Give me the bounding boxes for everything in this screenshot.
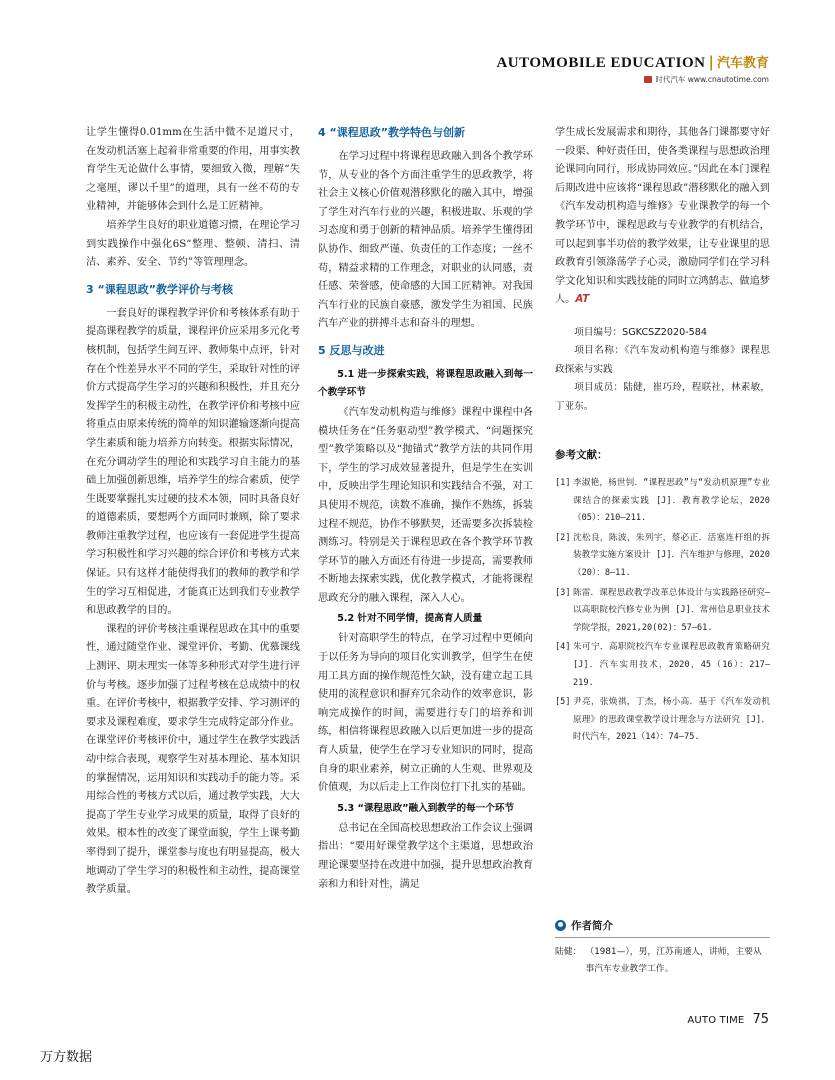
- paragraph: 针对高职学生的特点，在学习过程中更倾向于以任务为导向的项目化实训教学，但学生在使用工具方面的操作规范性欠缺，没有建立起工具使用的流程意识和摒弃冗余动作的效率意识，影响完成操作的时间，需要进行专门的培养和训练，相信将课程思政融入以后更加进一步的提高育人质量，使学生在学习专业知识的同时，提高自身的职业素养，树立正确的人生观、世界观及价值观，为以后走上工作岗位打下扎实的基础。: [318, 633, 533, 794]
- brand-english: AUTOMOBILE EDUCATION: [496, 55, 706, 71]
- project-members: 项目成员：陆健，崔巧玲，程联社，林素敏，丁亚东。: [555, 382, 770, 412]
- reference-index: [5]: [555, 697, 571, 708]
- paragraph: [555, 124, 770, 310]
- reference-text: 沈松良，陈波，朱列宇，蔡必正．活塞连杆组的拆装教学实施方案设计 [J]．汽车维护与修理，2020（20）：8–11.: [573, 532, 770, 578]
- author-name: 陆健：: [555, 947, 582, 957]
- time-auto-logo-icon: [644, 76, 652, 83]
- reference-item: [555, 530, 770, 583]
- reference-item: [555, 639, 770, 692]
- section-heading-5: 5 反思与改进: [318, 343, 385, 357]
- column-2: [318, 124, 533, 894]
- brand-chinese: 汽车教育: [716, 56, 769, 71]
- reference-index: [2]: [555, 532, 571, 543]
- reference-text: 尹亮，张焕祺，丁杰，杨小高．基于《汽车发动机原理》的思政课堂教学设计理念与方法研究 [J]．时代汽车，2021（14）：74–75.: [573, 697, 770, 743]
- references-list: [555, 475, 770, 747]
- column-3: [555, 124, 770, 749]
- subsection-heading-5-2: 5.2 针对不同学情，提高育人质量: [337, 613, 483, 625]
- author-description: （1981—），男，江苏南通人，讲师，主要从事汽车专业教学工作。: [585, 947, 762, 974]
- paragraph: 培养学生良好的职业道德习惯，在理论学习到实践操作中强化6S“整理、整顿、清扫、清洁、素养、安全、节约”等管理理念。: [86, 219, 300, 269]
- page-footer: [687, 1008, 769, 1027]
- author-bio: [555, 918, 770, 978]
- watermark: 万方数据: [40, 1050, 93, 1065]
- paragraph: 让学生懂得0.01mm在生活中微不足道尺寸，在发动机活塞上起着非常重要的作用，用事实教育学生无论做什么事情，要细致入微，理解“失之毫厘，谬以千里”的道理，具有一丝不苟的专业精神，并能够体会到什么是工匠精神。: [86, 127, 300, 213]
- author-bio-body: [555, 944, 770, 978]
- page-number: 75: [752, 1012, 769, 1027]
- subsection-heading-5-3: 5.3 “课程思政”融入到教学的每一个环节: [337, 802, 515, 814]
- reference-text: 朱可宁．高职院校汽车专业课程思政教育策略研究 [J]．汽车实用技术，2020，45（16）：217–219.: [573, 642, 770, 688]
- reference-index: [3]: [555, 587, 571, 598]
- project-name: 项目名称：《汽车发动机构造与维修》课程思政探索与实践: [555, 345, 770, 375]
- paragraph: 总书记在全国高校思想政治工作会议上强调指出：“要用好课堂教学这个主渠道，思想政治理论课要坚持在改进中加强，提升思想政治教育亲和力和针对性，满足: [318, 822, 533, 890]
- journal-name: AUTO TIME: [687, 1015, 745, 1026]
- page-header: [496, 52, 769, 85]
- author-bio-heading: 作者简介: [571, 920, 613, 932]
- reference-index: [1]: [555, 478, 571, 489]
- section-heading-3: 3 “课程思政”教学评价与考核: [86, 282, 233, 296]
- paragraph: 课程的评价考核注重课程思政在其中的重要性，通过随堂作业、课堂评价、考勤、优慕课线上测评、期末理实一体等多种形式对学生进行评价与考核。逐步加强了过程考核在总成绩中的权重。在评价考核中，根据教学安排、学习测评的要求及课程难度，要求学生完成特定部分作业。在课堂评价考核评价中，通过学生在教学实践活动中综合表现，观察学生对基本理论、基本知识的掌握情况，运用知识和实践动手的能力等。采用综合性的考核方式以后，通过教学实践，大大提高了学生专业学习成果的质量，取得了良好的效果。根本性的改变了课堂面貌，学生上课考勤率得到了提升，课堂参与度也有明显提高，极大地调动了学生学习的积极性和主动性，提高课堂教学质量。: [86, 623, 300, 896]
- project-info: [555, 324, 770, 417]
- reference-index: [4]: [555, 642, 571, 653]
- author-bio-title: [555, 918, 770, 933]
- section-heading-4: 4 “课程思政”教学特色与创新: [318, 126, 465, 139]
- brand-separator: |: [708, 53, 714, 71]
- end-mark-icon: AT: [575, 294, 590, 306]
- project-number: 项目编号：SGKCSZ2020-584: [574, 326, 707, 338]
- brand-subline-text: 时代汽车 www.cnautotime.com: [655, 75, 769, 84]
- divider: [555, 937, 770, 938]
- paragraph: 在学习过程中将课程思政融入到各个教学环节，从专业的各个方面注重学生的思政教学，将社会主义核心价值观潜移默化的融入其中，增强了学生对汽车行业的兴趣，积极进取、乐观的学习态度和勇于创新的精神品质。培养学生懂得团队协作、细致严谨、负责任的工作态度；一丝不苟，精益求精的工作理念，对职业的认同感，责任感、荣誉感，使命感的大国工匠精神。对我国汽车行业的民族自豪感，激发学生为祖国、民族汽车产业的拼搏斗志和奋斗的理想。: [318, 151, 533, 330]
- references-title: 参考文献：: [555, 449, 608, 462]
- brand-line: [496, 52, 769, 72]
- subsection-heading-5-1: 5.1 进一步探索实践，将课程思政融入到每一个教学环节: [318, 368, 533, 398]
- reference-text: 陈雷．课程思政教学改革总体设计与实践路径研究—以高职院校汽修专业为例 [J]．常州信息职业技术学院学报，2021,20(02)：57–61.: [573, 587, 770, 633]
- reference-item: [555, 585, 770, 638]
- reference-item: [555, 694, 770, 747]
- bullet-circle-icon: [555, 920, 566, 931]
- brand-subline: [496, 74, 769, 85]
- paragraph: 《汽车发动机构造与维修》课程中课程中各模块任务在“任务驱动型”教学模式、“问题探究型”教学策略以及“抛锚式”教学方法的共同作用下，学生的学习成效显著提升，但是学生在实训中，反映出学生理论知识和实践结合不强，对工具使用不规范，读数不准确，操作不熟练，拆装过程不规范，协作不够默契，还需要多次拆装检测练习。特别是关于课程思政在各个教学环节教学环节的融入方面还有待进一步提高，需要教师不断地去探索实践，优化教学模式，才能将课程思政充分的融入课程，深入人心。: [318, 406, 533, 604]
- paragraph-text: 学生成长发展需求和期待，其他各门课都要守好一段渠、种好责任田，使各类课程与思想政治理论课同向同行，形成协同效应。”因此在本门课程后期改进中应该将“课程思政”潜移默化的融入到《汽车发动机构造与维修》专业课教学的每一个教学环节中，课程思政与专业教学的有机结合，可以起到事半功倍的教学效果，让专业课里的思政教育引领涤荡学子心灵，激励同学们在学习科学文化知识和实践技能的同时立鸿鹄志、做追梦人。: [555, 127, 770, 306]
- paragraph: 一套良好的课程教学评价和考核体系有助于提高课程教学的质量，课程评价应采用多元化考核机制，包括学生间互评、教师集中点评，针对存在个性差异水平不同的学生，采取针对性的评价方式提高学生学习的兴趣和积极性，并且充分发挥学生的积极主动性，在教学评价和考核中应将重点由原来传统的简单的知识灌输逐渐向提高学生素质和能力培养方向转变。根据实际情况，在充分调动学生的理论和实践学习自主能力的基础上加强创新思维，培养学生的综合素质，使学生既要掌握扎实过硬的技术本领，同时具备良好的道德素质，要想两个方面同时兼顾，除了要求教师注重教学过程，也应该有一套促进学生提高学习积极性和学习兴趣的综合评价和考核方式来保证。只有这样才能使得我们的教师的教学和学生的学习互相促进，才能真正达到我们专业教学和思政教学的目的。: [86, 307, 300, 617]
- reference-text: 李淑艳，杨世钊．“课程思政”与“发动机原理”专业课结合的探索实践 [J]．教育教学论坛，2020（05）：210–211.: [573, 478, 770, 524]
- reference-item: [555, 475, 770, 528]
- column-1: [86, 124, 300, 900]
